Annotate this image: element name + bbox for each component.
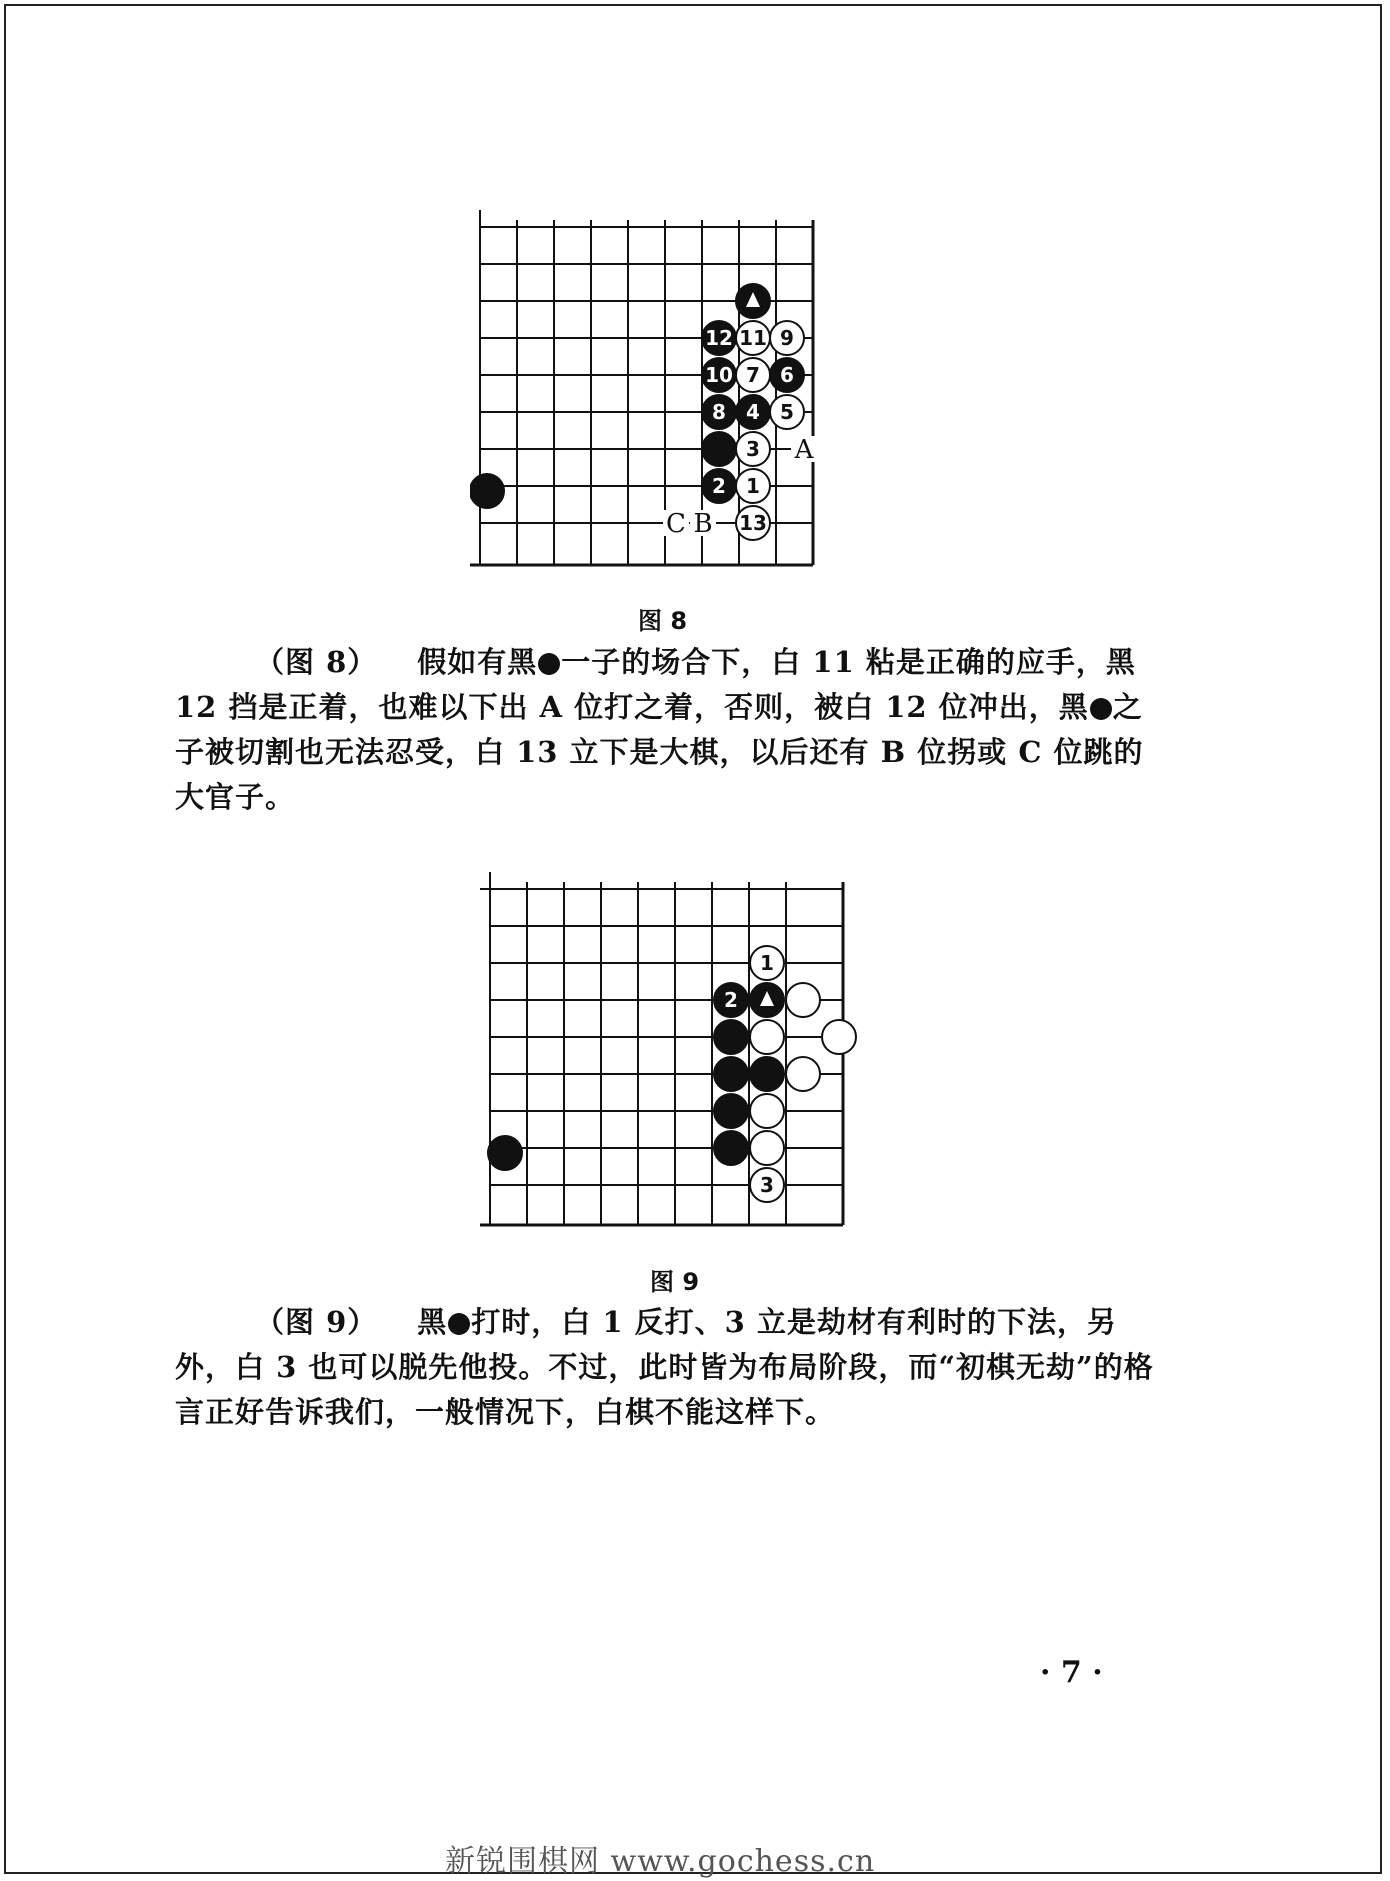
move-number: 3 bbox=[760, 1173, 774, 1197]
text: 一子的场合下，白 11 粘是正确的应手，黑 12 挡是正着，也难以下出 A 位打之着，否则，被白 12 位冲出，黑 bbox=[175, 645, 1136, 724]
figure-8-board bbox=[470, 210, 850, 580]
figure-8-caption: 图 8 bbox=[638, 607, 688, 635]
move-number: 1 bbox=[760, 951, 774, 975]
black-stone-triangle-icon bbox=[448, 1313, 470, 1335]
black-stone bbox=[714, 1057, 748, 1091]
move-number: 11 bbox=[739, 326, 767, 350]
move-number: 6 bbox=[780, 363, 794, 387]
white-stone bbox=[786, 1057, 820, 1091]
white-stone bbox=[750, 1131, 784, 1165]
paragraph-figure-9 bbox=[175, 1300, 1165, 1435]
black-stone bbox=[714, 1020, 748, 1054]
move-number: 10 bbox=[705, 363, 733, 387]
page-number: · 7 · bbox=[1040, 1655, 1103, 1690]
move-number: 9 bbox=[780, 326, 794, 350]
figure-9-svg bbox=[480, 872, 860, 1234]
move-number: 3 bbox=[746, 437, 760, 461]
black-stone-triangle-icon bbox=[1090, 698, 1112, 720]
move-number: 1 bbox=[746, 474, 760, 498]
white-stone bbox=[822, 1020, 856, 1054]
move-number: 7 bbox=[746, 363, 760, 387]
black-stone bbox=[750, 1057, 784, 1091]
white-stone bbox=[750, 1020, 784, 1054]
black-stone bbox=[714, 1131, 748, 1165]
figure-reference: （图 9） bbox=[255, 1305, 378, 1339]
move-number: 2 bbox=[712, 474, 726, 498]
black-stone bbox=[488, 1136, 522, 1170]
figure-8-svg bbox=[470, 210, 850, 580]
black-stone bbox=[702, 432, 736, 466]
label-B: B bbox=[693, 509, 713, 539]
move-number: 5 bbox=[780, 400, 794, 424]
text: 打时，白 1 反打、3 立是劫材有利时的下法，另外，白 3 也可以脱先他投。不过，此时皆为布局阶段，而“初棋无劫”的格言正好告诉我们，一般情况下，白棋不能这样下。 bbox=[175, 1305, 1154, 1429]
move-number: 8 bbox=[712, 400, 726, 424]
white-stone bbox=[786, 983, 820, 1017]
text: 假如有黑 bbox=[417, 645, 538, 679]
black-stone bbox=[470, 474, 504, 508]
label-A: A bbox=[794, 435, 814, 465]
paragraph-figure-8 bbox=[175, 640, 1165, 820]
white-stone bbox=[750, 1094, 784, 1128]
black-stone bbox=[714, 1094, 748, 1128]
watermark: 新锐围棋网 www.gochess.cn bbox=[445, 1844, 876, 1879]
figure-9-board bbox=[480, 872, 860, 1234]
figure-9-caption: 图 9 bbox=[650, 1268, 700, 1296]
text: 黑 bbox=[417, 1305, 448, 1339]
move-number: 12 bbox=[705, 326, 733, 350]
move-number: 2 bbox=[724, 988, 738, 1012]
black-stone-triangle-icon bbox=[538, 653, 560, 675]
text: 之子被切割也无法忍受，白 13 立下是大棋，以后还有 B 位拐或 C 位跳的大官子。 bbox=[175, 690, 1144, 814]
label-C: C bbox=[666, 509, 686, 539]
move-number: 4 bbox=[746, 400, 760, 424]
figure-reference: （图 8） bbox=[255, 645, 378, 679]
move-number: 13 bbox=[739, 511, 767, 535]
